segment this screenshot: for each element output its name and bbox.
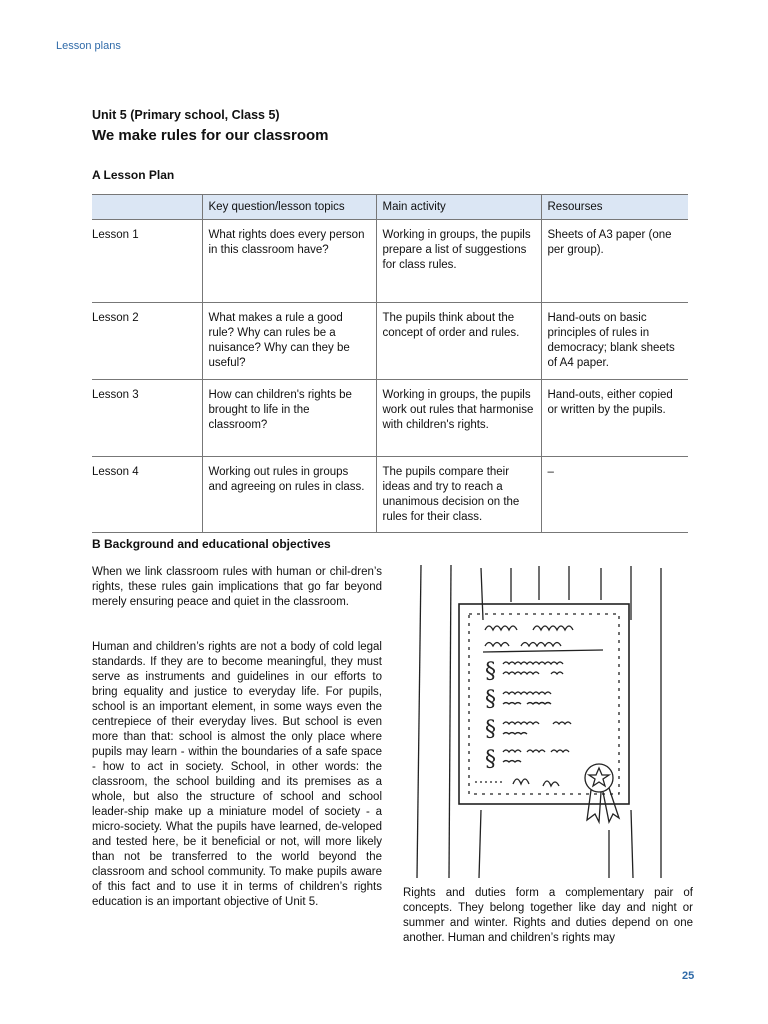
activity-cell: The pupils compare their ideas and try to reach a unanimous decision on the rules for their class.: [376, 457, 541, 533]
table-row: [92, 303, 688, 380]
page-title: We make rules for our classroom: [92, 127, 329, 144]
resources-cell: Sheets of A3 paper (one per group).: [541, 220, 688, 303]
svg-text:§: §: [485, 659, 496, 684]
table-header-cell: Key question/lesson topics: [202, 195, 376, 220]
svg-text:§: §: [485, 747, 496, 772]
svg-text:§: §: [485, 687, 496, 712]
resources-cell: –: [541, 457, 688, 533]
question-cell: What makes a rule a good rule? Why can rules be a nuisance? Why can they be useful?: [202, 303, 376, 380]
lesson-cell: Lesson 1: [92, 220, 202, 303]
table-row: [92, 457, 688, 533]
table-header-cell: Resourses: [541, 195, 688, 220]
table-row: [92, 220, 688, 303]
activity-cell: Working in groups, the pupils work out rules that harmonise with children's rights.: [376, 380, 541, 457]
svg-text:§: §: [485, 717, 496, 742]
running-header: Lesson plans: [56, 40, 121, 52]
lesson-cell: Lesson 3: [92, 380, 202, 457]
body-paragraph: When we link classroom rules with human or chil-dren’s rights, these rules gain implications that go far beyond merely ensuring peace and quiet in the classroom.: [92, 566, 382, 608]
section-a-heading: A Lesson Plan: [92, 168, 175, 182]
question-cell: Working out rules in groups and agreeing on rules in class.: [202, 457, 376, 533]
activity-cell: The pupils think about the concept of order and rules.: [376, 303, 541, 380]
section-b-heading: B Background and educational objectives: [92, 537, 331, 551]
lesson-cell: Lesson 4: [92, 457, 202, 533]
question-cell: How can children's rights be brought to life in the classroom?: [202, 380, 376, 457]
caption-paragraph: Rights and duties form a complementary pair of concepts. They belong together like day and night or summer and winter. Rights and duties depend on one another. Human and children’s rights may: [403, 887, 693, 944]
resources-cell: Hand-outs on basic principles of rules in democracy; blank sheets of A4 paper.: [541, 303, 688, 380]
activity-cell: Working in groups, the pupils prepare a list of suggestions for class rules.: [376, 220, 541, 303]
lesson-plan-table: [92, 194, 688, 533]
classroom-rules-poster-illustration: [403, 560, 693, 878]
table-row: [92, 380, 688, 457]
resources-cell: Hand-outs, either copied or written by the pupils.: [541, 380, 688, 457]
page-number: 25: [682, 970, 695, 982]
unit-label: Unit 5 (Primary school, Class 5): [92, 108, 280, 122]
table-header-row: [92, 195, 688, 220]
body-paragraph: Human and children’s rights are not a body of cold legal standards. If they are to become meaningful, they must serve as instruments and guidelines in our efforts to bring equality and justice to everyday life. For pupils, school is an important element, in some ways even the centrepiece of their everyday lives. But school is even more than that: school is almost the only place where pupils may learn - within the boundaries of a safe space - how to act in society. School, in other words: the classroom, the school building and its premises as a whole, but also the structure of school and school leader-ship make up a miniature model of society - a micro-society. What the pupils have learned, de-veloped and tested here, be it beneficial or not, will more likely than not be transferred to the world beyond the classroom and school community. To make pupils aware of this fact and to use it in terms of children’s rights education is an important objective of Unit 5.: [92, 641, 382, 908]
question-cell: What rights does every person in this classroom have?: [202, 220, 376, 303]
table-header-cell: [92, 195, 202, 220]
table-header-cell: Main activity: [376, 195, 541, 220]
lesson-cell: Lesson 2: [92, 303, 202, 380]
